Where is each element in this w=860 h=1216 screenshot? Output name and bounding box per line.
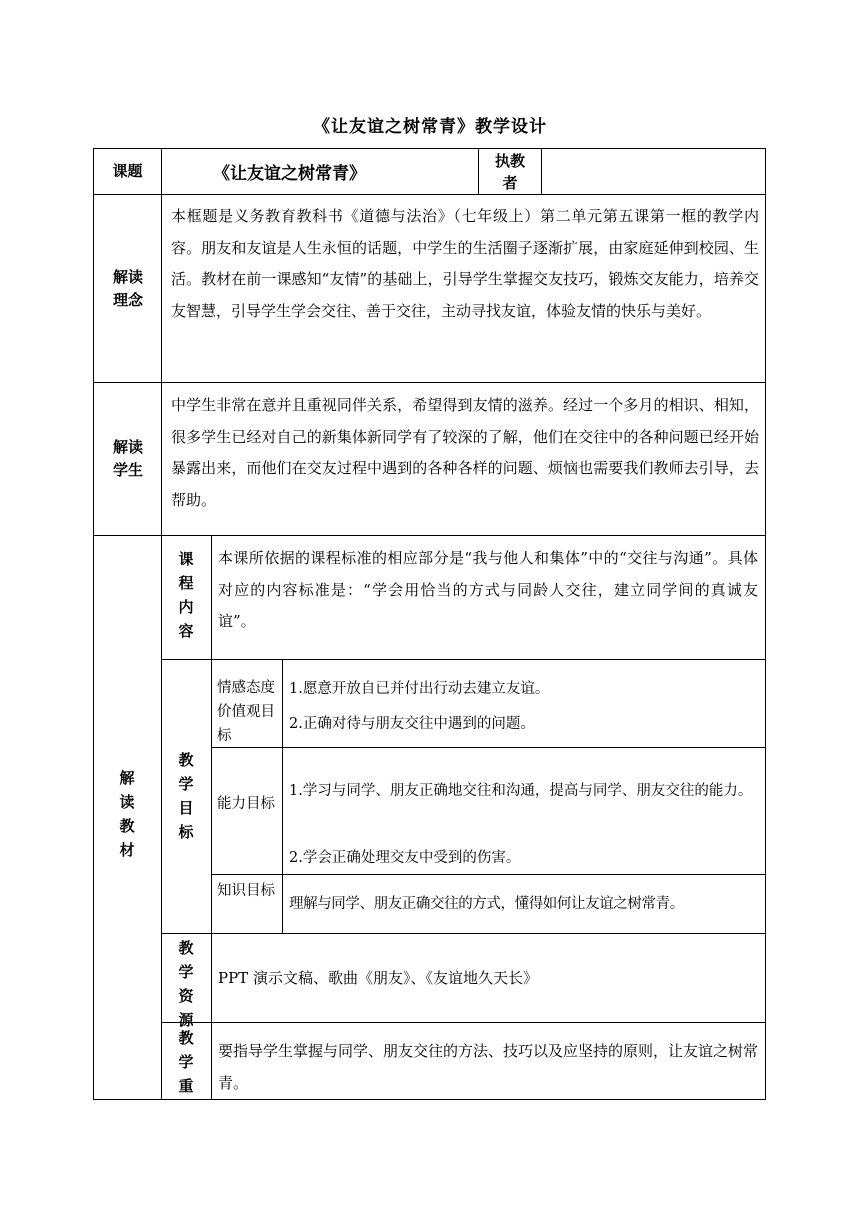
rationale-text: 本框题是义务教育教科书《道德与法治》（七年级上）第二单元第五课第一框的教学内容。朋友和友谊是人生永恒的话题，中学生的生活圈子逐渐扩展，由家庭延伸到校园、生活。教材在前一课感知“友情”的基础上，引导学生掌握交友技巧，锻炼交友能力，培养交友智慧，引导学生学会交往、善于交往，主动寻找友谊，体验友情的快乐与美好。 [171, 207, 759, 320]
teacher-value [542, 149, 765, 194]
course-content-text: 本课所依据的课程标准的相应部分是“我与他人和集体”中的“交往与沟通”。具体对应的内容标准是：“学会用恰当的方式与同龄人交往，建立同学间的真诚友谊”。 [218, 549, 758, 630]
ability-goal-item-2: 2.学会正确处理交友中受到的伤害。 [289, 850, 521, 866]
topic-label: 课题 [112, 162, 143, 180]
knowledge-goal-label: 知识目标 [217, 883, 275, 899]
ability-goal-label: 能力目标 [217, 796, 275, 812]
knowledge-goal-text: 理解与同学、朋友正确交往的方式，懂得如何让友谊之树常青。 [289, 896, 684, 912]
teaching-goals-label: 教学目标 [178, 751, 194, 841]
page-title: 《让友谊之树常青》教学设计 [313, 117, 547, 137]
topic-value: 《让友谊之树常青》 [213, 164, 366, 184]
rationale-label: 解读理念 [112, 267, 143, 309]
attitude-goal-label: 情感态度价值观目标 [217, 680, 275, 744]
students-text: 中学生非常在意并且重视同伴关系，希望得到友情的滋养。经过一个多月的相识、相知，很多学生已经对自己的新集体新同学有了较深的了解，他们在交往中的各种问题已经开始暴露出来，而他们在交友过程中遇到的各种各样的问题、烦恼也需要我们教师去引导，去帮助。 [171, 396, 759, 509]
textbook-label: 解读教材 [119, 769, 135, 859]
students-label: 解读学生 [112, 438, 143, 479]
teaching-resources-label: 教学资源 [178, 939, 194, 1029]
ability-goal-item-1: 1.学习与同学、朋友正确地交往和沟通，提高与同学、朋友交往的能力。 [289, 783, 753, 799]
key-points-label: 教学重 [178, 1029, 194, 1095]
attitude-goal-item-1: 1.愿意开放自已并付出行动去建立友谊。 [289, 681, 550, 697]
key-points-text: 要指导学生掌握与同学、朋友交往的方法、技巧以及应坚持的原则，让友谊之树常青。 [218, 1042, 759, 1092]
course-content-label: 课程内容 [178, 550, 194, 640]
teaching-resources-text: PPT 演示文稿、歌曲《朋友》、《友谊地久天长》 [218, 969, 538, 987]
attitude-goal-item-2: 2.正确对待与朋友交往中遇到的问题。 [289, 716, 535, 732]
teacher-label: 执教者 [494, 151, 525, 192]
